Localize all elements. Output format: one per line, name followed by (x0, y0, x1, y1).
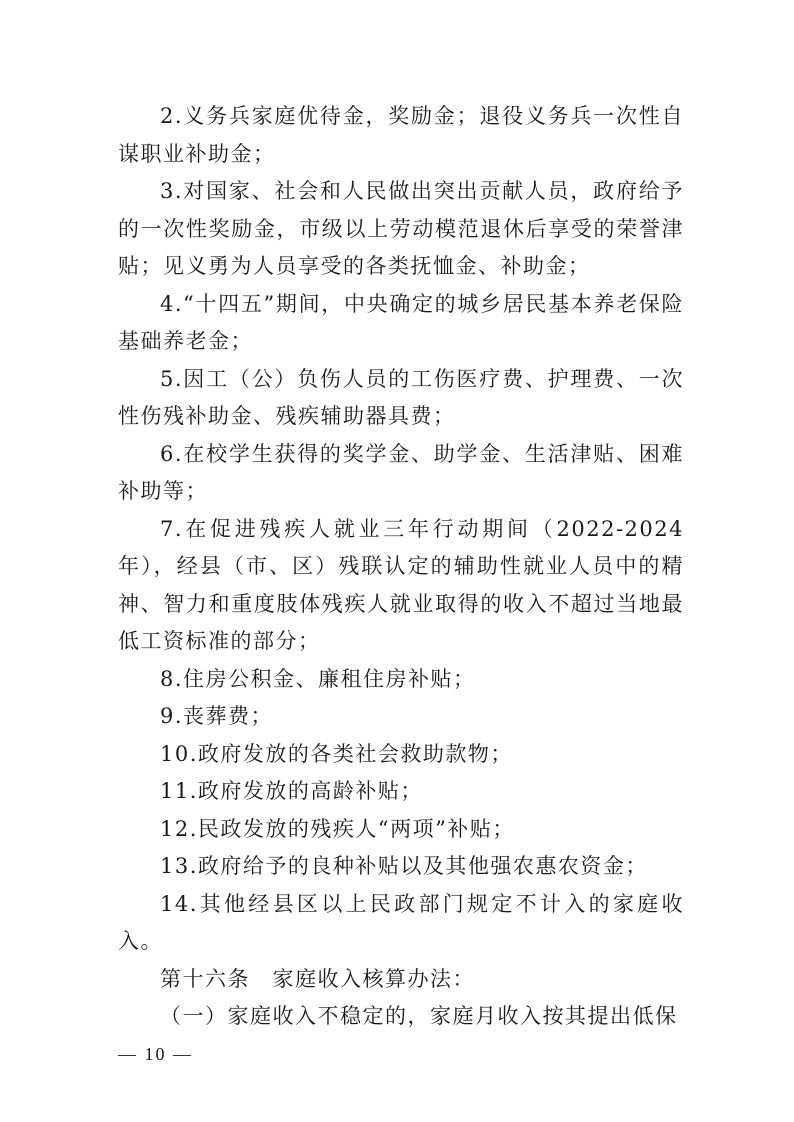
paragraph-item-3: 3.对国家、社会和人民做出突出贡献人员，政府给予的一次性奖励金，市级以上劳动模范退休后享受的荣誉津贴；见义勇为人员享受的各类抚恤金、补助金； (118, 179, 684, 278)
paragraph-item-4: 4.“十四五”期间，中央确定的城乡居民基本养老保险基础养老金； (118, 291, 684, 353)
paragraph-item-2: 2.义务兵家庭优待金，奖励金；退役义务兵一次性自谋职业补助金； (118, 104, 684, 166)
paragraph-item-5: 5.因工（公）负伤人员的工伤医疗费、护理费、一次性伤残补助金、残疾辅助器具费； (118, 366, 684, 428)
clause-1-text: （一）家庭收入不稳定的，家庭月收入按其提出低保 (160, 1004, 678, 1028)
paragraph-item-10: 10.政府发放的各类社会救助款物； (160, 741, 513, 766)
paragraph-item-11: 11.政府发放的高龄补贴； (160, 779, 423, 803)
paragraph-item-12: 12.民政发放的残疾人“两项”补贴； (160, 816, 515, 841)
page-number: — 10 — (118, 1044, 193, 1064)
paragraph-item-8: 8.住房公积金、廉租住房补贴； (160, 666, 476, 691)
paragraph-item-6: 6.在校学生获得的奖学金、助学金、生活津贴、困难补助等； (118, 441, 684, 503)
paragraph-item-7: 7.在促进残疾人就业三年行动期间（2022-2024年），经县（市、区）残联认定的辅助性就业人员中的精神、智力和重度肢体残疾人就业取得的收入不超过当地最低工资标准的部分； (118, 516, 684, 653)
article-16-heading: 第十六条 家庭收入核算办法： (160, 966, 475, 991)
document-body (118, 98, 684, 1036)
paragraph-item-13: 13.政府给予的良种补贴以及其他强农惠农资金； (160, 854, 648, 878)
paragraph-item-14: 14.其他经县区以上民政部门规定不计入的家庭收入。 (118, 891, 684, 953)
paragraph-item-9: 9.丧葬费； (160, 704, 274, 728)
